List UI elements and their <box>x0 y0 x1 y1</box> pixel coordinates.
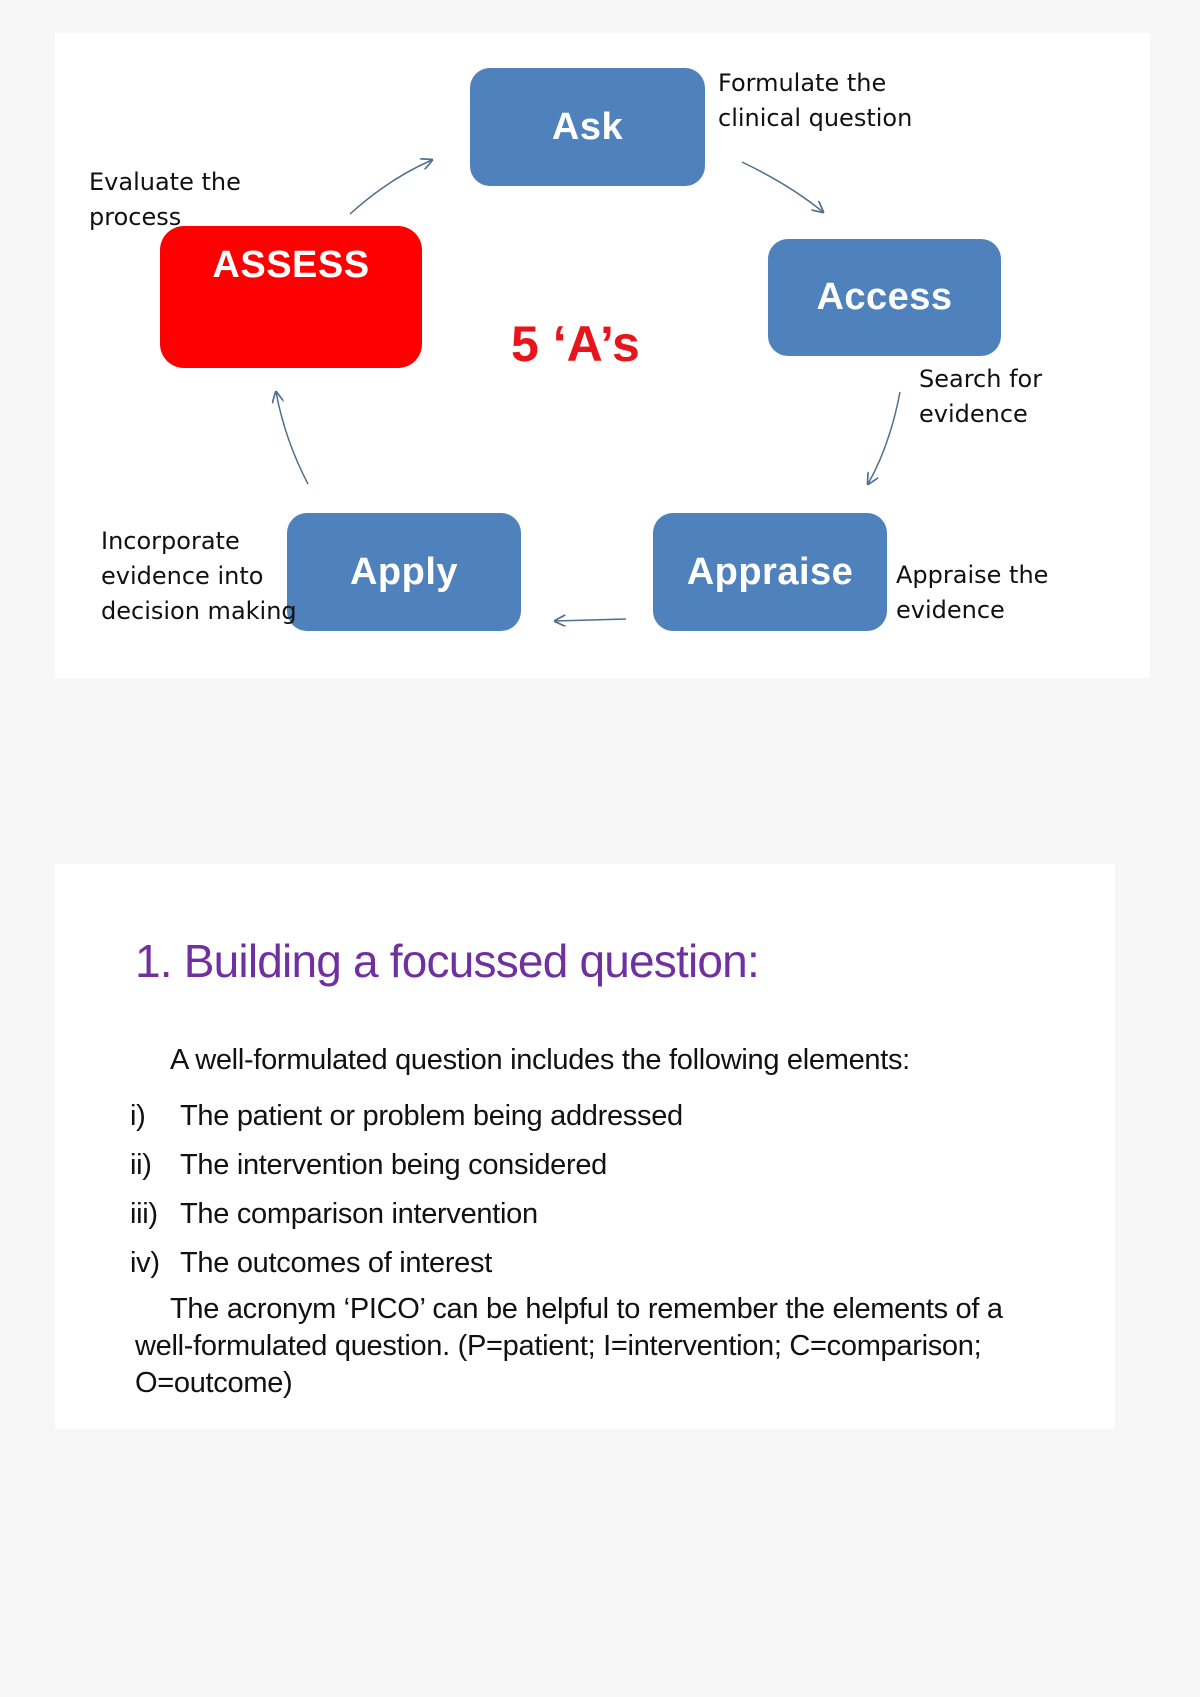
list-item: i) The patient or problem being addressed <box>130 1100 683 1132</box>
assess-box <box>160 226 422 368</box>
ask-box <box>470 68 705 186</box>
appraise-label: Appraise <box>686 550 854 593</box>
apply-box <box>287 513 521 631</box>
list-item: ii) The intervention being considered <box>130 1149 607 1181</box>
apply-note: Incorporate evidence into decision making <box>101 527 297 625</box>
center-label: 5 ‘A’s <box>511 316 640 372</box>
intro-text: A well-formulated question includes the following elements: <box>170 1044 910 1076</box>
apply-label: Apply <box>349 550 459 593</box>
elements-list <box>130 1092 683 1288</box>
access-label: Access <box>816 276 953 318</box>
access-note: Search for evidence <box>919 365 1043 428</box>
assess-label: ASSESS <box>212 243 370 286</box>
ask-label: Ask <box>551 105 624 148</box>
list-item: iv) The outcomes of interest <box>130 1247 492 1279</box>
pico-paragraph: The acronym ‘PICO’ can be helpful to remember the elements of a well-formulated question. (P=patient; I=intervention; C=comparison; O=outcome) <box>135 1293 1003 1399</box>
appraise-box <box>653 513 887 631</box>
access-box <box>768 239 1001 356</box>
pico-section <box>55 864 1115 1429</box>
ask-note: Formulate the clinical question <box>718 69 913 132</box>
assess-note: Evaluate the process <box>89 168 241 231</box>
section-heading: 1. Building a focussed question: <box>135 935 759 987</box>
appraise-note: Appraise the evidence <box>896 561 1049 624</box>
list-item: iii) The comparison intervention <box>130 1198 538 1230</box>
